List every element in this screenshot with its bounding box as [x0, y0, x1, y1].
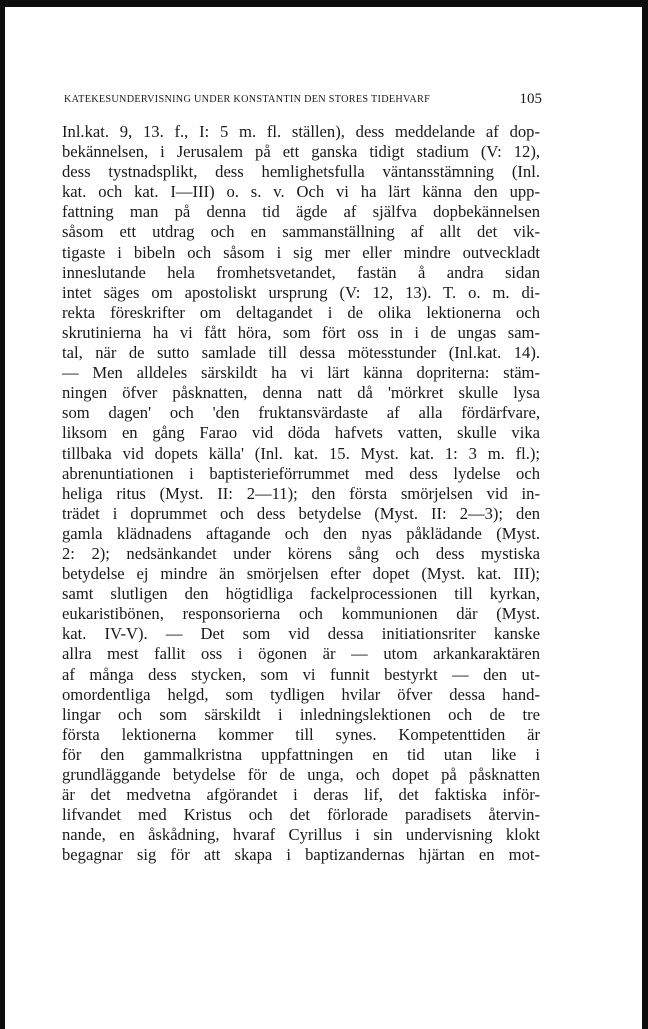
scan-border-left — [0, 0, 5, 1029]
text-line: skrutinierna ha vi fått höra, som fört oss in i de ungas sam- — [62, 322, 540, 342]
text-line: allra mest fallit oss i ögonen är — utom arkankaraktären — [62, 644, 540, 664]
text-line: såsom ett utdrag och en sammanställning af allt det vik- — [62, 222, 540, 242]
text-line: rekta föreskrifter om deltagandet i de olika lektionerna och — [62, 302, 540, 322]
page-number: 105 — [519, 91, 542, 107]
text-line: bekännelsen, i Jerusalem på ett ganska tidigt stadium (V: 12), — [62, 142, 540, 162]
text-line: kat. och kat. I—III) o. s. v. Och vi ha lärt känna den upp- — [62, 182, 540, 202]
scan-border-right — [642, 0, 648, 1029]
text-line: ningen öfver påsknatten, denna natt då 'mörkret skulle lysa — [62, 383, 540, 403]
text-line: abrenuntiationen i baptisterieförrummet med dess lydelse och — [62, 463, 540, 483]
text-line: trädet i doprummet och dess betydelse (Myst. II: 2—3); den — [62, 503, 540, 523]
text-line: betydelse ej mindre än smörjelsen efter dopet (Myst. kat. III); — [62, 564, 540, 584]
text-line: som dagen' och 'den fruktansvärdaste af alla fördärfvare, — [62, 403, 540, 423]
running-head — [64, 91, 542, 111]
text-line: dess tystnadsplikt, dess hemlighetsfulla väntansstämning (Inl. — [62, 162, 540, 182]
text-line: eukaristibönen, responsorierna och kommunionen där (Myst. — [62, 604, 540, 624]
text-line: tal, när de sutto samlade till dessa mötesstunder (Inl.kat. 14). — [62, 343, 540, 363]
text-line: lingar och som särskildt i inledningslektionen och de tre — [62, 704, 540, 724]
text-line: för den gammalkristna uppfattningen en tid utan like i — [62, 744, 540, 764]
scan-border-top — [0, 0, 648, 7]
text-line: är det medvetna afgörandet i deras lif, det faktiska inför- — [62, 785, 540, 805]
text-line: Inl.kat. 9, 13. f., I: 5 m. fl. ställen), dess meddelande af dop- — [62, 122, 540, 141]
text-line: — Men alldeles särskildt ha vi lärt känna dopriterna: stäm- — [62, 363, 540, 383]
text-line: 2: 2); nedsänkandet under körens sång och dess mystiska — [62, 543, 540, 563]
text-line: lifvandet med Kristus och det förlorade paradisets återvin- — [62, 805, 540, 825]
text-line: liksom en gång Farao vid döda hafvets vatten, skulle vika — [62, 423, 540, 443]
text-line: tigaste i bibeln och såsom i sig mer eller mindre outveckladt — [62, 242, 540, 262]
text-line: inneslutande hela fromhetsvetandet, fastän å andra sidan — [62, 262, 540, 282]
body-text — [62, 122, 540, 865]
text-line: intet säges om apostoliskt ursprung (V: 12, 13). T. o. m. di- — [62, 282, 540, 302]
text-line: omordentliga helgd, som tydligen hvilar öfver dessa hand- — [62, 684, 540, 704]
text-line: grundläggande betydelse för de unga, och dopet på påsknatten — [62, 765, 540, 784]
text-line: nande, en åskådning, hvaraf Cyrillus i sin undervisning klokt — [62, 825, 540, 845]
running-title: KATEKESUNDERVISNING UNDER KONSTANTIN DEN STORES TIDEHVARF — [64, 94, 431, 105]
text-line: tillbaka vid dopets källa' (Inl. kat. 15. Myst. kat. 1: 3 m. fl.); — [62, 443, 540, 463]
text-line: begagnar sig för att skapa i baptizandernas hjärtan en mot- — [62, 845, 540, 865]
text-line: samt slutligen den högtidliga fackelprocessionen till kyrkan, — [62, 584, 540, 604]
text-line: af många dess stycken, som vi funnit bestyrkt — den ut- — [62, 664, 540, 684]
text-line: heliga ritus (Myst. II: 2—11); den första smörjelsen vid in- — [62, 483, 540, 503]
text-line: första lektionerna kommer till synes. Kompetenttiden är — [62, 724, 540, 744]
text-line: gamla klädnadens aftagande och den nyas påklädande (Myst. — [62, 523, 540, 543]
text-line: kat. IV-V). — Det som vid dessa initiationsriter kanske — [62, 624, 540, 644]
text-line: fattning man på denna tid ägde af själfva dopbekännelsen — [62, 202, 540, 222]
